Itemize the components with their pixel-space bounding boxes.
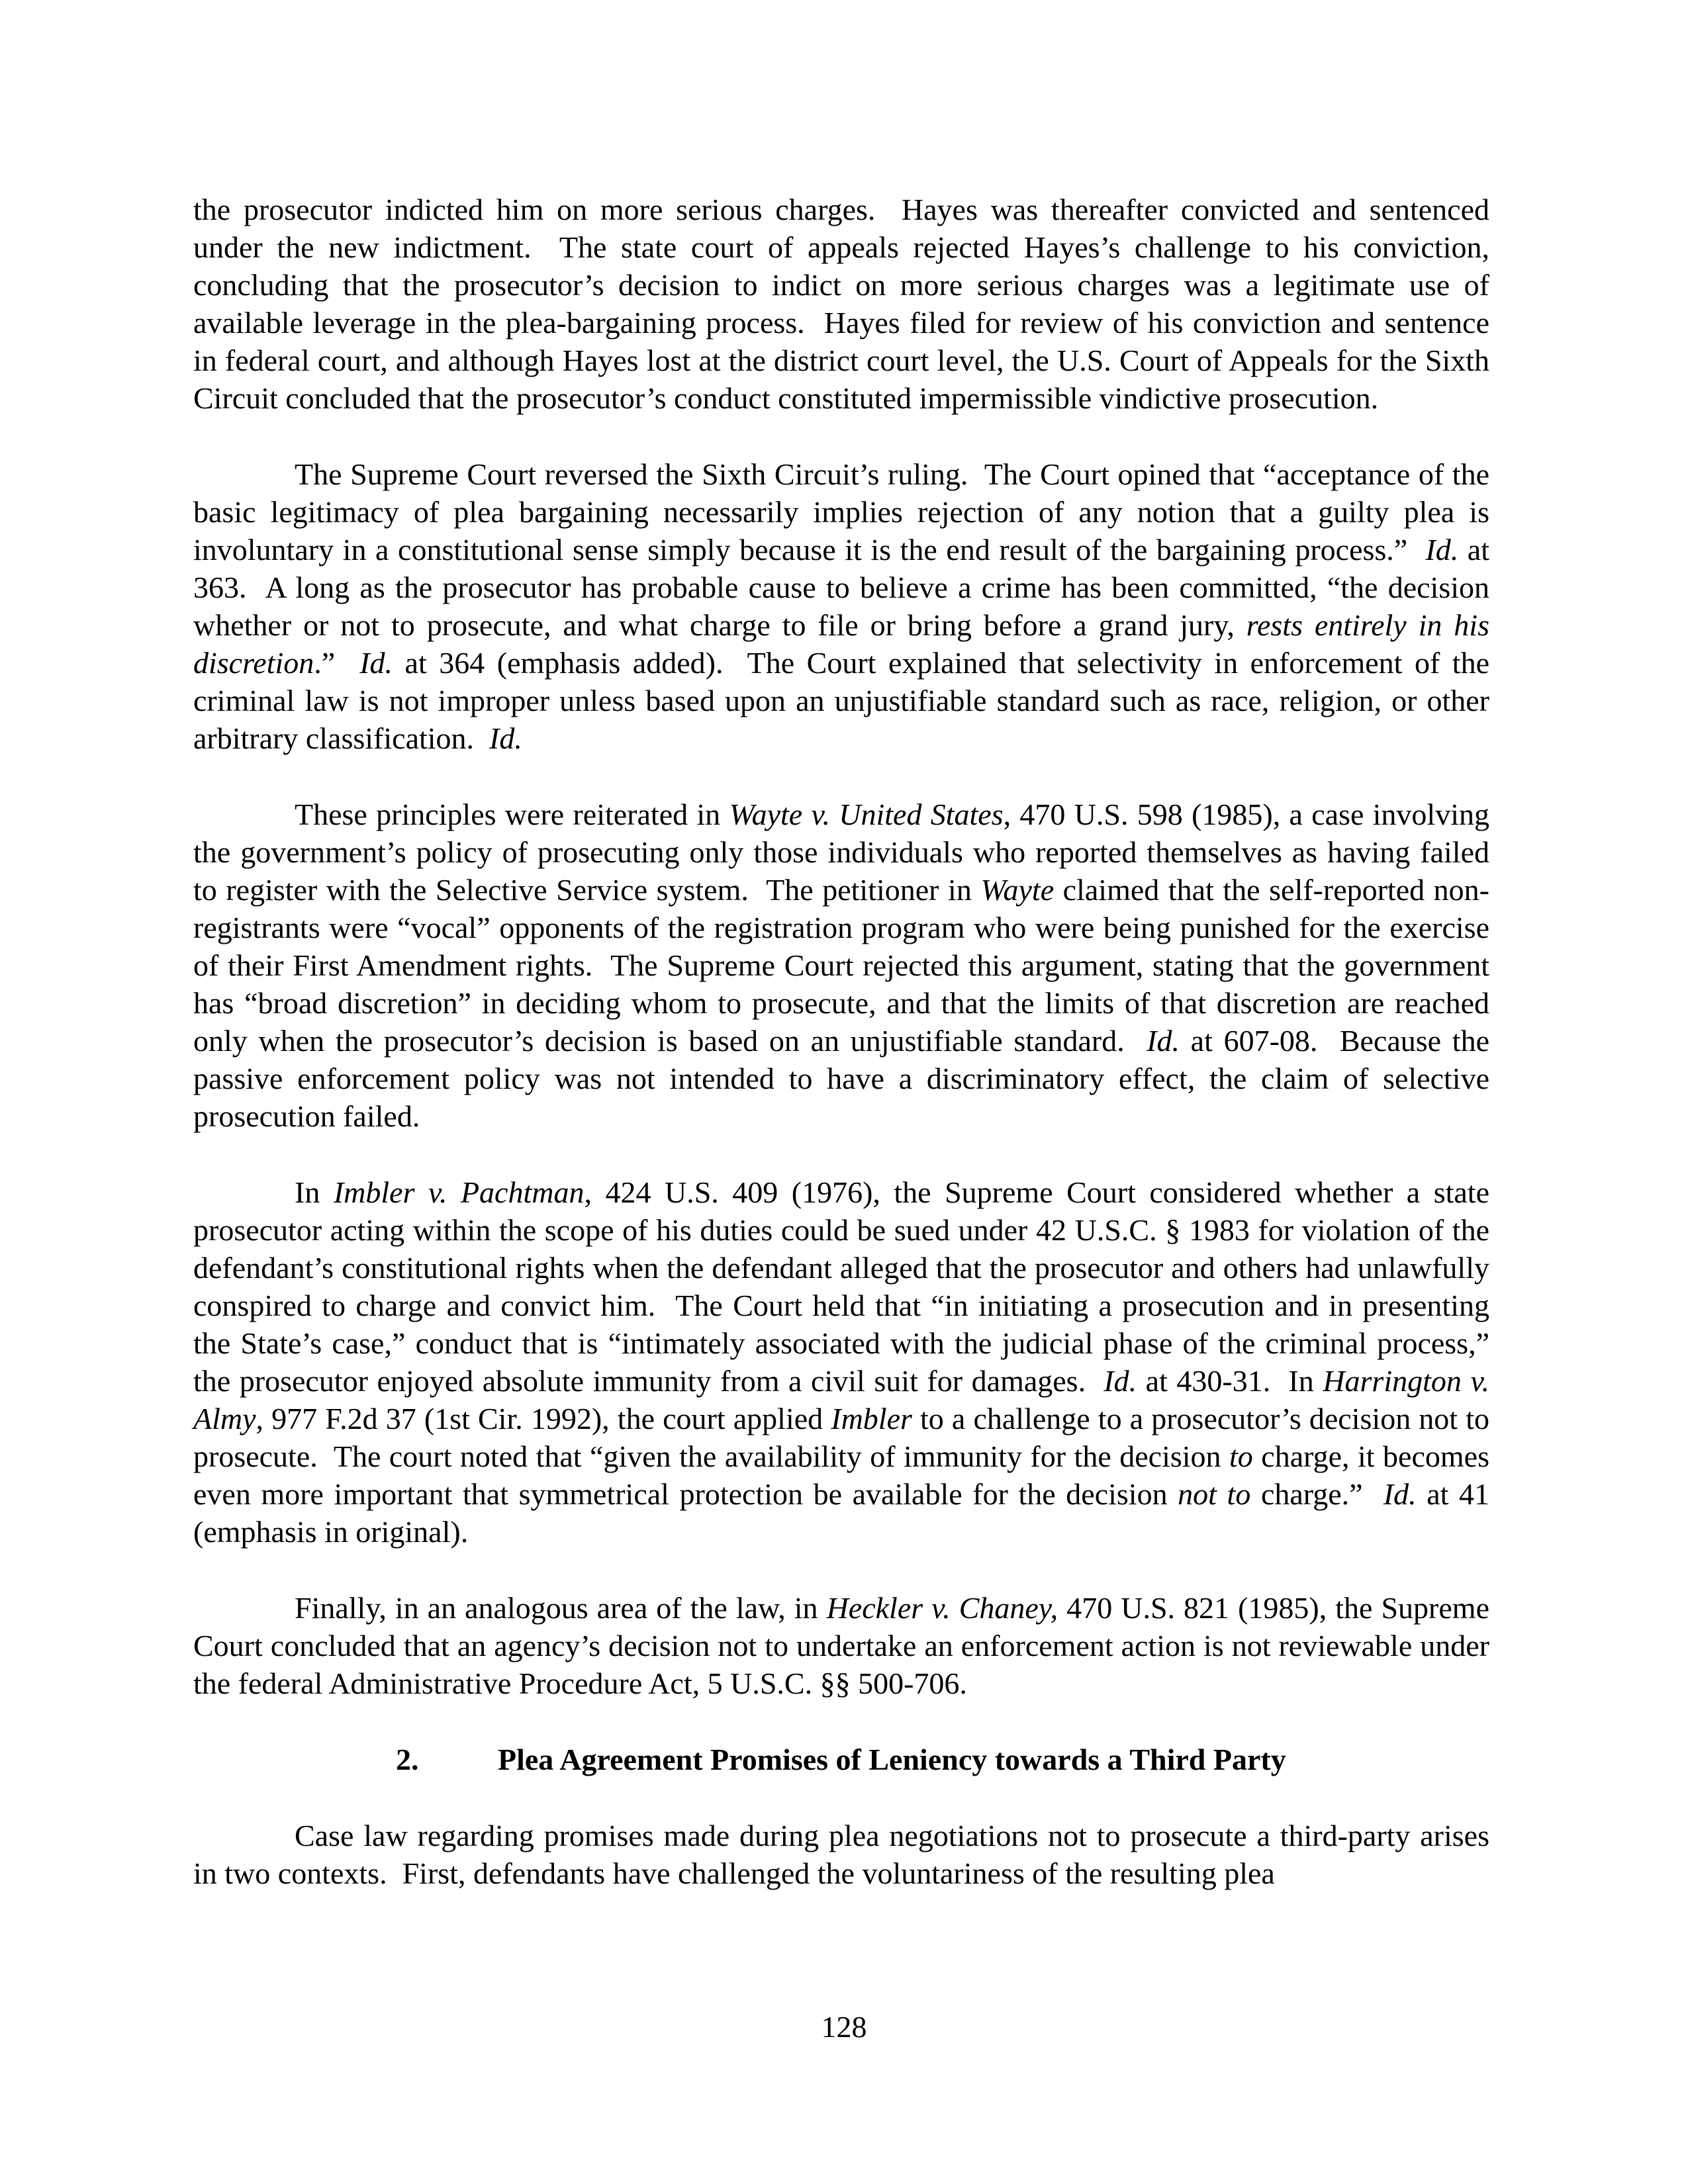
text-run: charge.” <box>1250 1477 1383 1511</box>
text-run: at 607-08. Because the passive enforcement policy was not intended to have a discriminatory effect, the claim of selective prosecution failed. <box>193 1024 1497 1133</box>
text-run: charge, it becomes even more important that symmetrical protection be available for the decision <box>193 1439 1497 1511</box>
text-run: .” <box>314 646 360 680</box>
paragraph <box>193 1173 1497 1551</box>
section-heading <box>193 1741 1489 1778</box>
text-run: at 364 (emphasis added). The Court explained that selectivity in enforcement of the criminal law is not improper unless based upon an unjustifiable standard such as race, religion, or other arbitrary classification. <box>193 646 1497 755</box>
text-run: , 977 F.2d 37 (1st Cir. 1992), the court applied <box>256 1402 831 1435</box>
italic-text-run: Id. <box>1147 1024 1180 1058</box>
paragraph <box>193 1589 1497 1702</box>
paragraph <box>193 1817 1497 1892</box>
paragraph <box>193 455 1497 757</box>
text-run: Case law regarding promises made during plea negotiations not to prosecute a third-party arises in two contexts. First, defendants have challenged the voluntariness of the resulting plea <box>193 1819 1497 1890</box>
section-heading-title: Plea Agreement Promises of Leniency towards a Third Party <box>498 1743 1286 1776</box>
text-run: 470 U.S. 821 (1985), the Supreme Court concluded that an agency’s decision not to undertake an enforcement action is not reviewable under the federal Administrative Procedure Act, 5 U.S.C. §§ 500-706. <box>193 1591 1497 1700</box>
document-content <box>193 191 1497 1931</box>
section-heading-number: 2. <box>396 1743 419 1776</box>
text-run: In <box>295 1175 334 1209</box>
italic-text-run: Id. <box>1383 1477 1417 1511</box>
italic-text-run: Id. <box>489 721 522 755</box>
paragraph <box>193 796 1497 1135</box>
text-run: The Supreme Court reversed the Sixth Circuit’s ruling. The Court opined that “acceptance of the basic legitimacy of plea bargaining necessarily implies rejection of any notion that a guilty plea is involuntary in a constitutional sense simply because it is the end result of the bargaining process.” <box>193 457 1497 567</box>
italic-text-run: Imbler v. Pachtman <box>333 1175 585 1209</box>
text-run: at 430-31. In <box>1137 1364 1323 1398</box>
italic-text-run: Id. <box>1103 1364 1137 1398</box>
text-run: , 470 U.S. 598 (1985), a case involving the government’s policy of prosecuting only those individuals who reported themselves as having failed to register with the Selective Service system. The petitioner in <box>193 797 1497 907</box>
text-run: at 41 (emphasis in original). <box>193 1477 1497 1549</box>
text-run: These principles were reiterated in <box>295 797 729 831</box>
italic-text-run: Heckler v. Chaney, <box>826 1591 1058 1625</box>
italic-text-run: Id. <box>1425 533 1459 567</box>
text-run: claimed that the self-reported non-registrants were “vocal” opponents of the registration program who were being punished for the exercise of their First Amendment rights. The Supreme Court rejected this argument, stating that the government has “broad discretion” in deciding whom to prosecute, and that the limits of that discretion are reached only when the prosecutor’s decision is based on an unjustifiable standard. <box>193 873 1497 1058</box>
text-run: , 424 U.S. 409 (1976), the Supreme Court considered whether a state prosecutor acting within the scope of his duties could be sued under 42 U.S.C. § 1983 for violation of the defendant’s constitutional rights when the defendant alleged that the prosecutor and others had unlawfully conspired to charge and convict him. The Court held that “in initiating a prosecution and in presenting the State’s case,” conduct that is “intimately associated with the judicial phase of the criminal process,” the prosecutor enjoyed absolute immunity from a civil suit for damages. <box>193 1175 1497 1398</box>
paragraph <box>193 191 1497 417</box>
paragraphs-after-heading <box>193 1817 1497 1892</box>
text-run: to a challenge to a prosecutor’s decision not to prosecute. The court noted that “given the availability of immunity for the decision <box>193 1402 1497 1473</box>
italic-text-run: Wayte <box>980 873 1055 907</box>
italic-text-run: not to <box>1178 1477 1251 1511</box>
text-run: at 363. A long as the prosecutor has probable cause to believe a crime has been committed, “the decision whether or not to prosecute, and what charge to file or bring before a grand jury, <box>193 533 1497 642</box>
italic-text-run: rests entirely in his discretion <box>193 608 1497 680</box>
italic-text-run: Id. <box>359 646 393 680</box>
italic-text-run: Wayte v. United States <box>729 797 1004 831</box>
page-number: 128 <box>821 2010 867 2044</box>
italic-text-run: to <box>1229 1439 1253 1473</box>
text-run: Finally, in an analogous area of the law, in <box>295 1591 827 1625</box>
italic-text-run: Harrington v. Almy <box>193 1364 1497 1435</box>
italic-text-run: Imbler <box>831 1402 912 1435</box>
text-run: the prosecutor indicted him on more serious charges. Hayes was thereafter convicted and sentenced under the new indictment. The state court of appeals rejected Hayes’s challenge to his conviction, concluding that the prosecutor’s decision to indict on more serious charges was a legitimate use of available leverage in the plea-bargaining process. Hayes filed for review of his conviction and sentence in federal court, and although Hayes lost at the district court level, the U.S. Court of Appeals for the Sixth Circuit concluded that the prosecutor’s conduct constituted impermissible vindictive prosecution. <box>193 193 1497 415</box>
paragraphs-before-heading <box>193 191 1497 1702</box>
